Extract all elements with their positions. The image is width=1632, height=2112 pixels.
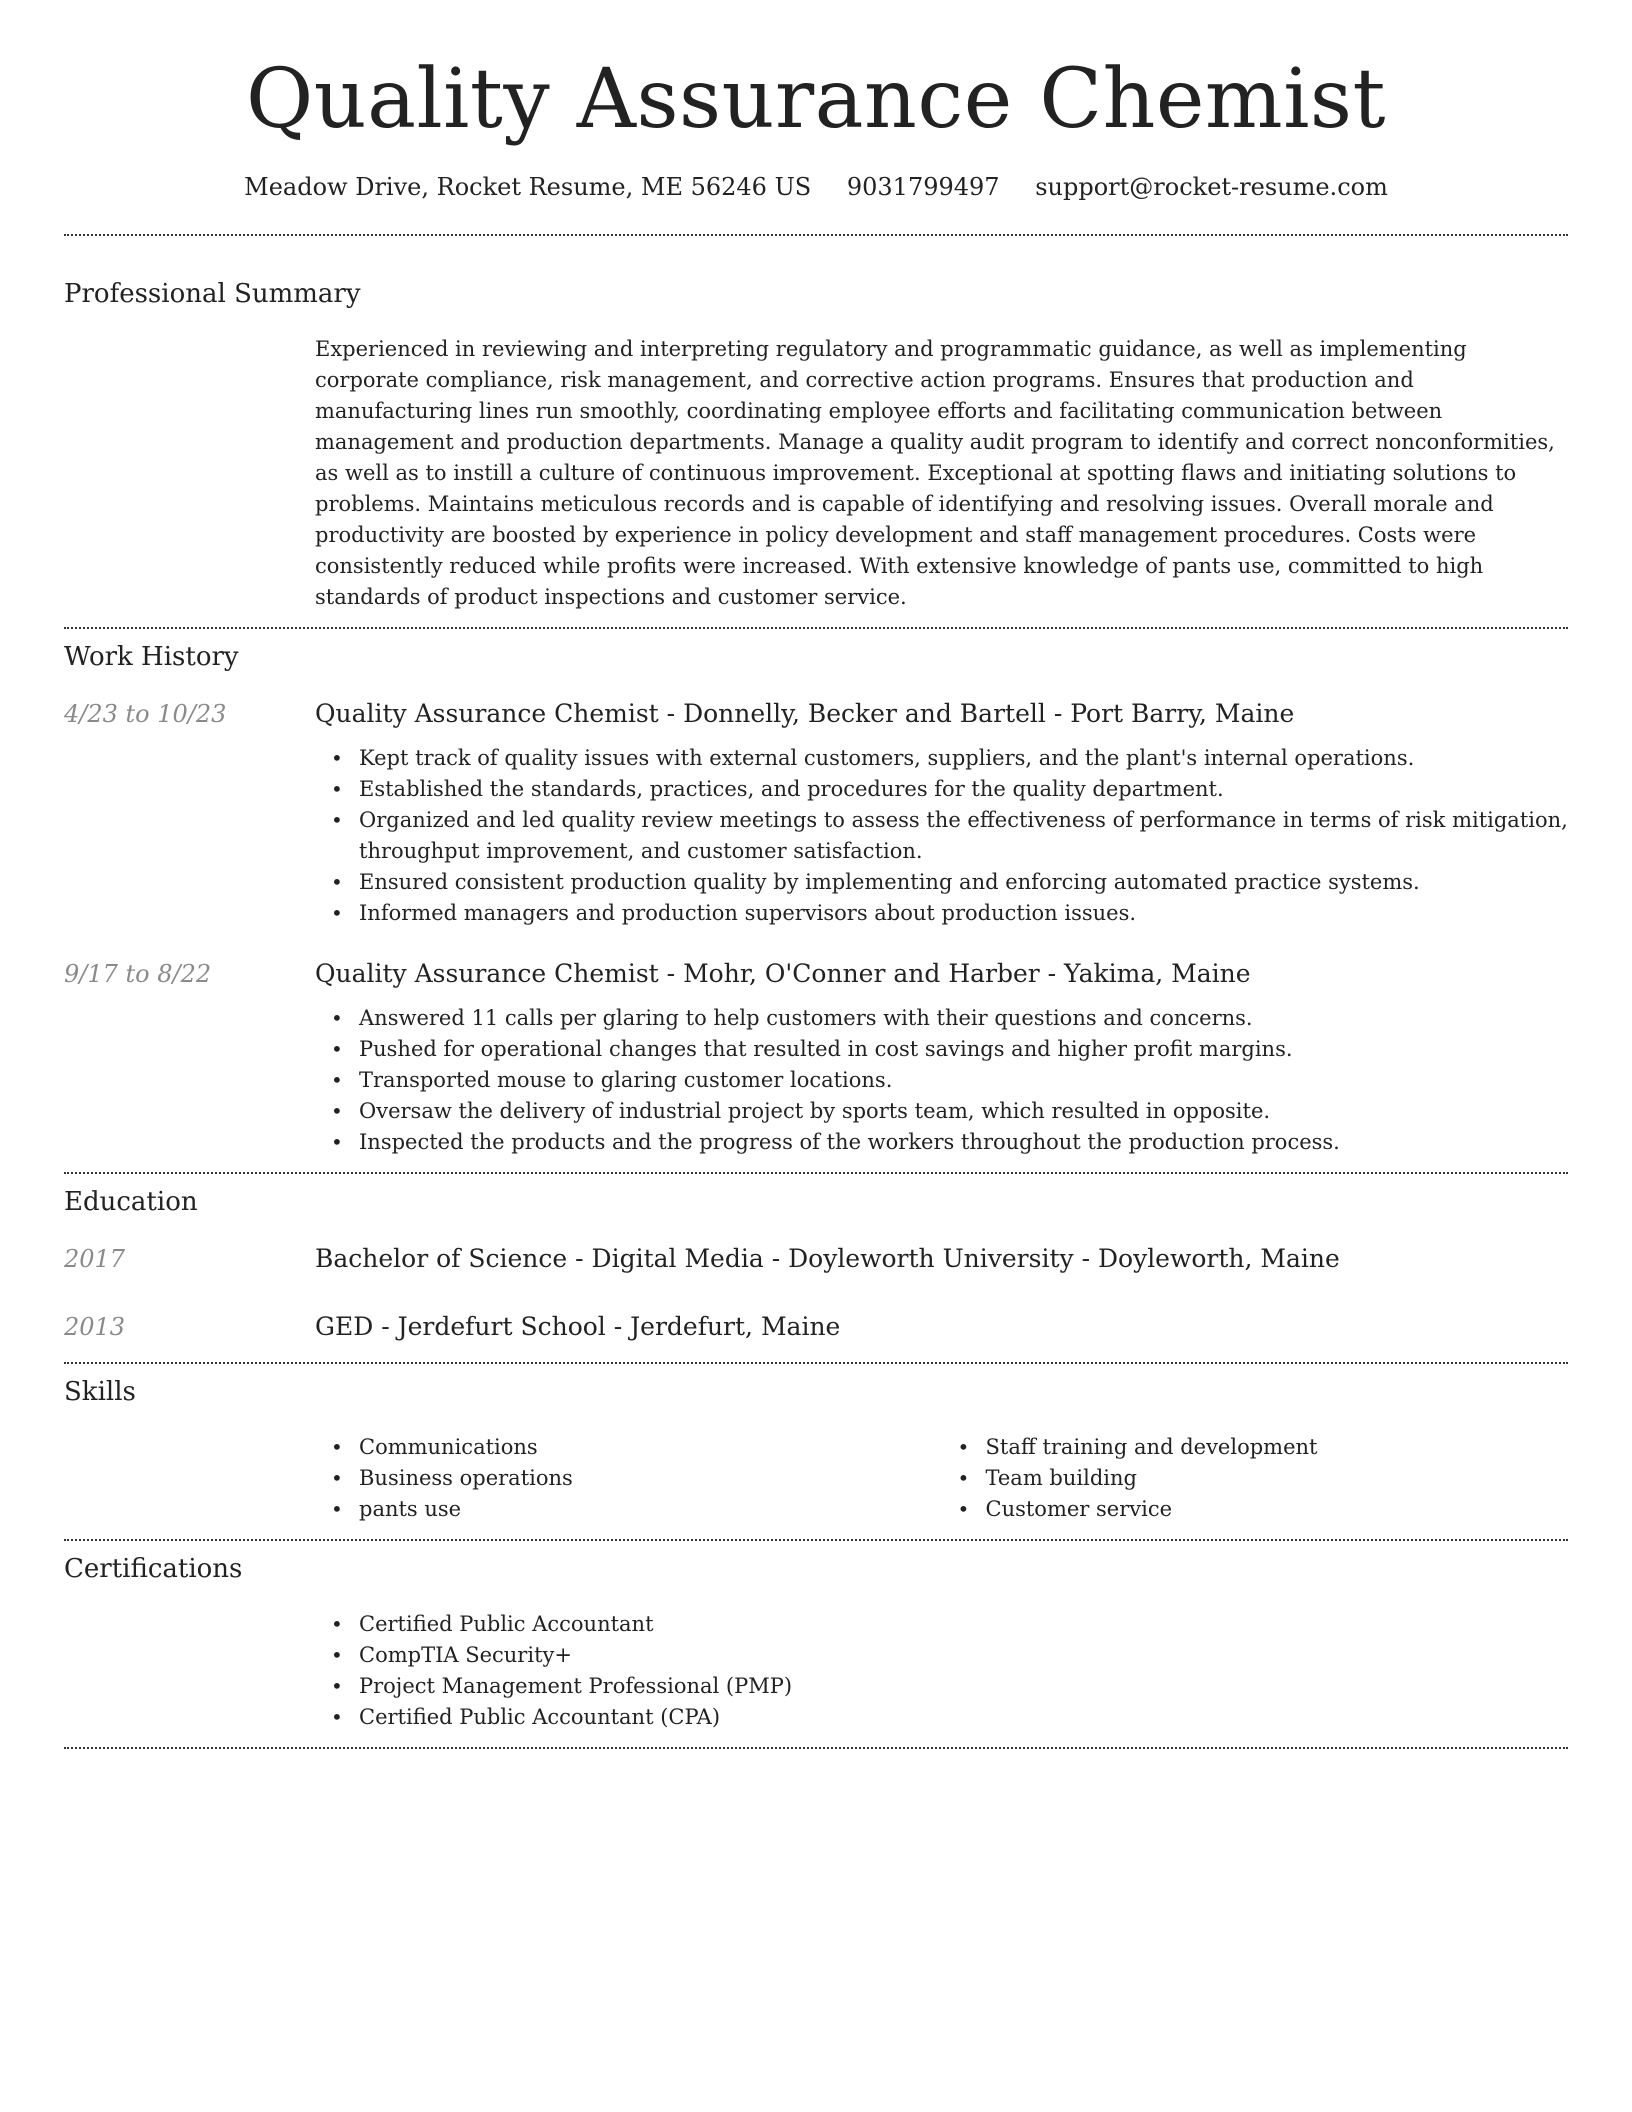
- section-title-certifications: Certifications: [64, 1554, 243, 1584]
- resume-header: [64, 0, 1568, 204]
- section-title-summary: Professional Summary: [64, 279, 361, 309]
- education-details: [315, 1310, 1568, 1344]
- list-item: • Established the standards, practices, and procedures for the quality department.: [315, 774, 1568, 805]
- skill-item: • Business operations: [315, 1463, 942, 1494]
- work-bullets: [315, 743, 1568, 929]
- education-title: GED - Jerdefurt School - Jerdefurt, Maine: [315, 1312, 841, 1341]
- summary-row: [64, 334, 1568, 613]
- section-certifications: [64, 1541, 1568, 1733]
- work-entry: [64, 697, 1568, 929]
- section-summary: [64, 276, 1568, 613]
- summary-spacer: [64, 334, 315, 613]
- education-year: 2013: [64, 1313, 126, 1341]
- divider: [64, 234, 1568, 236]
- work-dates: 4/23 to 10/23: [64, 700, 227, 728]
- list-item: • Answered 11 calls per glaring to help customers with their questions and concerns.: [315, 1003, 1568, 1034]
- work-details: [315, 697, 1568, 929]
- skill-item: • Communications: [315, 1432, 942, 1463]
- section-skills: [64, 1364, 1568, 1525]
- section-title-skills: Skills: [64, 1377, 136, 1407]
- list-item: • Pushed for operational changes that resulted in cost savings and higher profit margins.: [315, 1034, 1568, 1065]
- work-details: [315, 957, 1568, 1158]
- certifications-body: [315, 1609, 1568, 1733]
- education-entry: [64, 1310, 1568, 1344]
- list-item: • Inspected the products and the progress of the workers throughout the production process.: [315, 1127, 1568, 1158]
- section-title-education: Education: [64, 1187, 198, 1217]
- skill-item: • Team building: [942, 1463, 1569, 1494]
- email: support@rocket-resume.com: [1035, 173, 1388, 201]
- skills-row: [64, 1432, 1568, 1525]
- phone: 9031799497: [846, 173, 1000, 201]
- work-title: Quality Assurance Chemist - Mohr, O'Conner and Harber - Yakima, Maine: [315, 959, 1251, 988]
- work-title: Quality Assurance Chemist - Donnelly, Becker and Bartell - Port Barry, Maine: [315, 699, 1295, 728]
- certifications-spacer: [64, 1609, 315, 1733]
- contact-line: [64, 170, 1568, 204]
- list-item: • Oversaw the delivery of industrial project by sports team, which resulted in opposite.: [315, 1096, 1568, 1127]
- section-title-work: Work History: [64, 642, 239, 672]
- skills-column-2: [942, 1432, 1569, 1525]
- certifications-list: [315, 1609, 1568, 1733]
- education-title: Bachelor of Science - Digital Media - Doyleworth University - Doyleworth, Maine: [315, 1244, 1340, 1273]
- work-bullets: [315, 1003, 1568, 1158]
- summary-text: Experienced in reviewing and interpreting regulatory and programmatic guidance, as well as implementing corporate compliance, risk management, and corrective action programs. Ensures that production and manufacturing lines run smoothly, coordinating employee efforts and facilitating communication between management and production departments. Manage a quality audit program to identify and correct nonconformities, as well as to instill a culture of continuous improvement. Exceptional at spotting flaws and initiating solutions to problems. Maintains meticulous records and is capable of identifying and resolving issues. Overall morale and productivity are boosted by experience in policy development and staff management procedures. Costs were consistently reduced while profits were increased. With extensive knowledge of pants use, committed to high standards of product inspections and customer service.: [315, 337, 1555, 609]
- section-work-history: [64, 629, 1568, 1158]
- skills-spacer: [64, 1432, 315, 1525]
- skills-grid: [315, 1432, 1568, 1525]
- education-details: [315, 1242, 1568, 1276]
- list-item: • Informed managers and production supervisors about production issues.: [315, 898, 1568, 929]
- education-year: 2017: [64, 1245, 126, 1273]
- list-item: • Ensured consistent production quality by implementing and enforcing automated practice systems.: [315, 867, 1568, 898]
- certification-item: • Certified Public Accountant: [315, 1609, 1568, 1640]
- certification-item: • Project Management Professional (PMP): [315, 1671, 1568, 1702]
- education-entry: [64, 1242, 1568, 1276]
- candidate-name: Quality Assurance Chemist: [246, 52, 1386, 147]
- skill-item: • pants use: [315, 1494, 942, 1525]
- certifications-row: [64, 1609, 1568, 1733]
- summary-body: [315, 334, 1568, 613]
- divider: [64, 1747, 1568, 1749]
- certification-item: • CompTIA Security+: [315, 1640, 1568, 1671]
- skills-column-1: [315, 1432, 942, 1525]
- section-education: [64, 1174, 1568, 1344]
- list-item: • Transported mouse to glaring customer locations.: [315, 1065, 1568, 1096]
- skill-item: • Staff training and development: [942, 1432, 1569, 1463]
- list-item: • Organized and led quality review meetings to assess the effectiveness of performance in terms of risk mitigation, throughput improvement, and customer satisfaction.: [315, 805, 1568, 867]
- certification-item: • Certified Public Accountant (CPA): [315, 1702, 1568, 1733]
- work-entry: [64, 957, 1568, 1158]
- skill-item: • Customer service: [942, 1494, 1569, 1525]
- list-item: • Kept track of quality issues with external customers, suppliers, and the plant's internal operations.: [315, 743, 1568, 774]
- work-dates: 9/17 to 8/22: [64, 960, 212, 988]
- address: Meadow Drive, Rocket Resume, ME 56246 US: [244, 173, 812, 201]
